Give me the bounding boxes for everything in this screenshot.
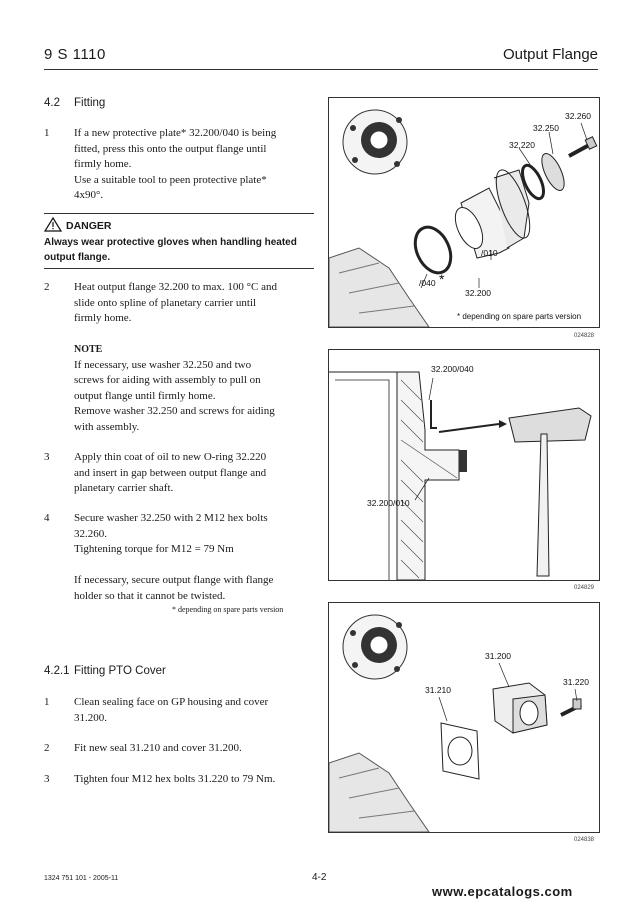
step-4-text <box>74 511 314 558</box>
header-divider <box>44 69 598 70</box>
danger-top-rule <box>44 213 314 214</box>
danger-title: DANGER <box>66 220 112 232</box>
label-31-220: 31.220 <box>563 677 589 687</box>
label-010: /010 <box>481 248 498 258</box>
warning-triangle-icon <box>44 217 62 237</box>
step-line: 31.200. <box>74 711 107 724</box>
danger-text <box>44 235 320 265</box>
watermark: www.epcatalogs.com <box>432 884 573 899</box>
label-32-220: 32.220 <box>509 140 535 150</box>
note-block <box>74 342 314 435</box>
step-line: and insert in gap between output flange and <box>74 466 267 479</box>
step-line: 4x90°. <box>74 189 104 201</box>
step-line: Use a suitable tool to peen protective plate* <box>74 173 267 186</box>
step-2-text <box>74 280 314 327</box>
label-31-200: 31.200 <box>485 651 511 661</box>
step-number: 2 <box>44 281 50 293</box>
step-line: Tighten four M12 hex bolts 31.220 to 79 Nm. <box>74 773 276 785</box>
step-line: slide onto spline of planetary carrier until <box>74 296 257 309</box>
figure-3-drawing <box>329 603 599 832</box>
step-line: holder so that it cannot be twisted. <box>74 589 226 602</box>
note-line: screws for aiding with assembly to pull on <box>74 374 261 386</box>
danger-bottom-rule <box>44 268 314 269</box>
step-line: Secure washer 32.250 with 2 M12 hex bolts <box>74 512 268 524</box>
step-line: fitted, press this onto the output flange until <box>74 142 267 155</box>
note-line: If necessary, use washer 32.250 and two <box>74 358 252 371</box>
section-number: 4.2 <box>44 97 60 109</box>
step-1-text <box>74 126 314 204</box>
document-reference: 1324 751 101 - 2005-11 <box>44 875 119 882</box>
figure-output-flange-exploded <box>328 97 600 328</box>
step-number: 1 <box>44 696 50 708</box>
danger-line: Always wear protective gloves when handling heated <box>44 237 297 248</box>
figure-2-drawing <box>329 350 599 580</box>
label-asterisk: * <box>439 271 445 287</box>
step-number: 3 <box>44 451 50 463</box>
step-number: 2 <box>44 742 50 754</box>
step-line: Heat output flange 32.200 to max. 100 °C and <box>74 281 277 293</box>
label-32-250: 32.250 <box>533 123 559 133</box>
figure-pto-cover-exploded <box>328 602 600 833</box>
step-line: 32.260. <box>74 527 107 540</box>
figure-code: 024828 <box>574 333 595 339</box>
section-title: Fitting <box>74 97 106 109</box>
step-4-extra <box>74 573 314 604</box>
note-line: output flange until firmly home. <box>74 389 216 402</box>
step-number: 1 <box>44 127 50 139</box>
step-line: planetary carrier shaft. <box>74 482 174 494</box>
section-title: Fitting PTO Cover <box>74 665 166 677</box>
figure-peen-protective-plate <box>328 349 600 581</box>
label-31-210: 31.210 <box>425 685 451 695</box>
label-32-200-040: 32.200/040 <box>431 364 474 374</box>
step-line: If necessary, secure output flange with flange <box>74 574 274 586</box>
label-32-260: 32.260 <box>565 111 591 121</box>
step-line: firmly home. <box>74 158 132 170</box>
figure-1-drawing <box>329 98 599 327</box>
label-040: /040 <box>419 278 436 288</box>
section-number: 4.2.1 <box>44 665 70 677</box>
step-number: 4 <box>44 512 50 524</box>
footnote: * depending on spare parts version <box>172 605 284 614</box>
step-line: If a new protective plate* 32.200/040 is being <box>74 127 277 139</box>
step-line: Clean sealing face on GP housing and cover <box>74 696 269 708</box>
step-3-text <box>74 450 314 497</box>
document-id: 9 S 1110 <box>44 46 106 63</box>
pto-step-2-text <box>74 741 314 757</box>
step-line: Apply thin coat of oil to new O-ring 32.220 <box>74 451 267 463</box>
step-line: Tightening torque for M12 = 79 Nm <box>74 543 234 555</box>
figure-code: 024829 <box>574 585 595 591</box>
label-32-200-010: 32.200/010 <box>367 498 410 508</box>
note-title: NOTE <box>74 344 103 355</box>
label-32-200: 32.200 <box>465 288 491 298</box>
figure-footnote: * depending on spare parts version <box>457 312 582 321</box>
figure-code: 024838 <box>574 837 595 843</box>
pto-step-3-text <box>74 772 314 788</box>
note-line: Remove washer 32.250 and screws for aiding <box>74 405 275 417</box>
pto-step-1-text <box>74 695 314 726</box>
page-title: Output Flange <box>502 46 598 63</box>
danger-line: output flange. <box>44 252 111 263</box>
step-line: firmly home. <box>74 312 132 324</box>
step-number: 3 <box>44 773 50 785</box>
note-line: with assembly. <box>74 420 140 433</box>
step-line: Fit new seal 31.210 and cover 31.200. <box>74 742 242 754</box>
page-number: 4-2 <box>312 872 327 883</box>
